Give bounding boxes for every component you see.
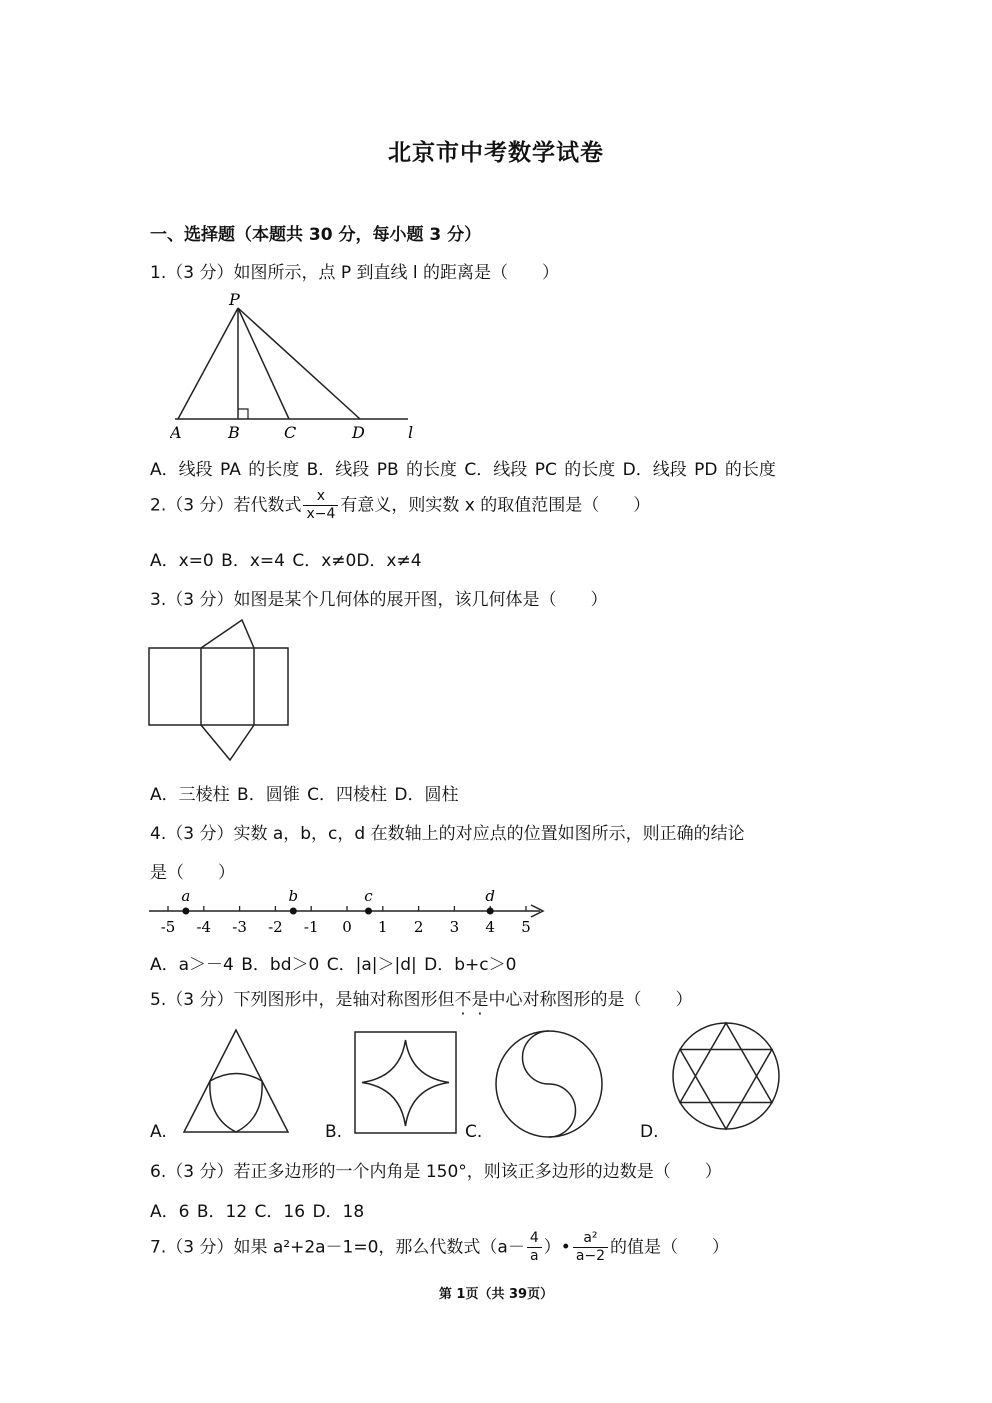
- q5-suffix: 中心对称图形的是（ ）: [488, 990, 693, 1010]
- q5-figure-b: [353, 1030, 459, 1136]
- q5-figure-c: [493, 1028, 605, 1140]
- question-4-line2: 是（ ）: [150, 863, 235, 883]
- label-d: D: [352, 423, 365, 442]
- q5-option-b: B.: [325, 1122, 343, 1142]
- axis-tick-label: 4: [485, 918, 495, 936]
- q2-frac-den: x−4: [303, 505, 338, 523]
- question-5: [150, 985, 692, 1010]
- q7-f2-num: a²: [583, 1230, 598, 1246]
- q2-frac-num: x: [316, 488, 326, 504]
- q5-option-a: A.: [150, 1122, 167, 1142]
- axis-tick-label: -1: [303, 918, 319, 936]
- question-6: 6.（3 分）若正多边形的一个内角是 150°，则该正多边形的边数是（ ）: [150, 1162, 722, 1182]
- page-footer: 第 1页（共 39页）: [438, 1287, 554, 1302]
- q7-fraction-1: [527, 1230, 542, 1265]
- axis-tick-label: 3: [449, 918, 460, 936]
- q7-prefix: 7.（3 分）如果 a²+2a－1=0，那么代数式（a－: [150, 1237, 525, 1258]
- q6-options: A．6 B．12 C．16 D．18: [150, 1202, 365, 1222]
- label-l: l: [408, 423, 414, 442]
- q5-figure-a: [180, 1026, 292, 1136]
- axis-point-label-a: a: [181, 887, 191, 905]
- q4-options: A．a＞－4 B．bd＞0 C．|a|＞|d| D．b+c＞0: [150, 955, 517, 975]
- q2-fraction: [303, 488, 338, 523]
- q4-number-line: [145, 886, 555, 938]
- axis-point-c: [365, 908, 372, 915]
- q5-prefix: 5.（3 分）下列图形中，是轴对称图形但: [150, 990, 455, 1010]
- axis-point-a: [182, 908, 189, 915]
- q2-prefix: 2.（3 分）若代数式: [150, 495, 302, 516]
- axis-tick-label: 0: [342, 918, 352, 936]
- q1-figure: [170, 288, 420, 444]
- q5-option-d: D.: [640, 1122, 659, 1142]
- q3-options: A．三棱柱 B．圆锥 C．四棱柱 D．圆柱: [150, 785, 459, 805]
- q7-mid: ）•: [543, 1237, 571, 1258]
- q7-f1-den: a: [527, 1247, 542, 1265]
- axis-tick-label: 2: [413, 918, 424, 936]
- axis-tick-label: -4: [196, 918, 212, 936]
- q3-net-figure: [145, 615, 295, 765]
- axis-tick-label: 5: [521, 918, 531, 936]
- q5-emphasis-2: 是: [471, 990, 489, 1010]
- axis-point-label-d: d: [485, 887, 496, 905]
- axis-point-label-c: c: [364, 887, 373, 905]
- label-p: P: [229, 290, 240, 309]
- q7-f1-num: 4: [529, 1230, 539, 1246]
- axis-tick-label: 1: [378, 918, 388, 936]
- axis-tick-label: -3: [232, 918, 247, 936]
- axis-point-label-b: b: [288, 887, 299, 905]
- question-2: [150, 488, 650, 523]
- q5-option-c: C.: [465, 1122, 483, 1142]
- axis-point-d: [487, 908, 494, 915]
- q5-figure-d: [670, 1020, 782, 1132]
- label-c: C: [284, 423, 297, 442]
- q7-f2-den: a−2: [573, 1247, 608, 1265]
- q7-fraction-2: [573, 1230, 608, 1265]
- axis-point-b: [290, 908, 297, 915]
- question-7: [150, 1230, 729, 1265]
- q1-options: A．线段 PA 的长度 B．线段 PB 的长度 C．线段 PC 的长度 D．线段 PD 的长度: [150, 460, 776, 480]
- axis-tick-label: -5: [160, 918, 176, 936]
- q7-suffix: 的值是（ ）: [610, 1237, 730, 1258]
- question-4-line1: 4.（3 分）实数 a，b，c，d 在数轴上的对应点的位置如图所示，则正确的结论: [150, 824, 745, 844]
- axis-tick-label: -2: [268, 918, 283, 936]
- q2-options: A．x=0 B．x=4 C．x≠0D．x≠4: [150, 551, 422, 571]
- page-title: 北京市中考数学试卷: [388, 139, 604, 166]
- q2-suffix: 有意义，则实数 x 的取值范围是（ ）: [340, 495, 651, 516]
- label-a: A: [170, 423, 182, 442]
- label-b: B: [228, 423, 240, 442]
- q5-emphasis-1: 不: [454, 990, 472, 1010]
- question-1: 1.（3 分）如图所示，点 P 到直线 l 的距离是（ ）: [150, 263, 560, 283]
- section-heading: 一、选择题（本题共 30 分，每小题 3 分）: [150, 225, 482, 245]
- question-3: 3.（3 分）如图是某个几何体的展开图，该几何体是（ ）: [150, 590, 608, 610]
